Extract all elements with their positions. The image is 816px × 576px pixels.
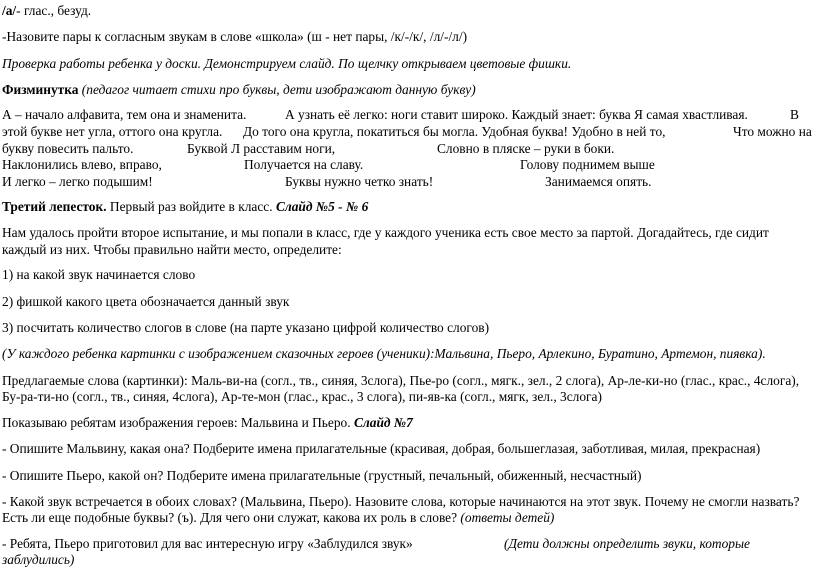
vowel-desc: - глас., безуд.	[16, 3, 92, 18]
question-line: - Какой звук встречается в обоих словах? (Мальвина, Пьеро). Назовите слова, которые начинаются на этот звук. Почему не смогли назвать?	[2, 494, 800, 509]
show-heroes-text: Показываю ребятам изображения героев: Мальвина и Пьеро.	[2, 415, 354, 430]
slide-ref: Слайд №5 - № 6	[275, 199, 369, 214]
fizminutka-title: Физминутка	[2, 82, 79, 97]
third-petal-text: Первый раз войдите в класс.	[106, 199, 276, 214]
task-item: 1) на какой звук начинается слово	[2, 267, 196, 282]
poem-line: И легко – легко подышим!	[2, 174, 153, 189]
vowel-label: /а/	[2, 3, 17, 18]
children-note: (У каждого ребенка картинки с изображением сказочных героев (ученики):Мальвина, Пьеро, Арлекино, Буратино, Артемон, пиявка).	[2, 346, 766, 361]
task-item: 3) посчитать количество слогов в слове (на парте указано цифрой количество слогов)	[2, 320, 490, 335]
pairs-question: -Назовите пары к согласным звукам в слове «школа» (ш - нет пары, /к/-/к/, /л/-/л/)	[2, 29, 468, 44]
question-text: Есть ли еще подобные буквы? (ъ). Для чего они служат, какова их роль в слове?	[2, 510, 461, 525]
poem-line: Буквой Л расставим ноги,	[187, 141, 336, 156]
question-line: - Опишите Пьеро, какой он? Подберите имена прилагательные (грустный, печальный, обиженный, несчастный)	[2, 468, 642, 483]
poem-line: Словно в пляске – руки в боки.	[437, 141, 615, 156]
line-vowel-a	[2, 2, 91, 19]
poem-line: В	[790, 107, 799, 122]
check-note: Проверка работы ребенка у доски. Демонстрируем слайд. По щелчку открываем цветовые фишки.	[2, 56, 572, 71]
question-line: - Опишите Мальвину, какая она? Подберите имена прилагательные (красивая, добрая, большеглазая, заботливая, милая, прекрасная)	[2, 441, 761, 456]
third-petal-title: Третий лепесток.	[2, 199, 107, 214]
paragraph-line: каждый из них. Чтобы правильно найти место, определите:	[2, 242, 342, 257]
third-petal-heading	[2, 198, 368, 215]
question-line	[2, 509, 554, 526]
task-item: 2) фишкой какого цвета обозначается данный звук	[2, 294, 290, 309]
poem-line: Голову поднимем выше	[520, 157, 655, 172]
poem-line: А узнать её легко: ноги ставит широко. Каждый знает: буква Я самая хвастливая.	[285, 107, 748, 122]
poem-line: Буквы нужно четко знать!	[285, 174, 434, 189]
poem-line: Что можно на	[733, 124, 812, 139]
poem-line: Наклонились влево, вправо,	[2, 157, 162, 172]
poem-line: букву повесить пальто.	[2, 141, 134, 156]
poem-line: этой букве нет угла, оттого она кругла.	[2, 124, 223, 139]
game-line: - Ребята, Пьеро приготовил для вас интересную игру «Заблудился звук»	[2, 536, 413, 551]
answer-note: (ответы детей)	[460, 510, 555, 525]
poem-line: Получается на славу.	[244, 157, 364, 172]
game-note-cont: заблудились)	[2, 552, 75, 567]
paragraph-line: Предлагаемые слова (картинки): Маль-ви-на (согл., тв., синяя, 3слога), Пье-ро (согл., мягк., зел., 2 слога), Ар-ле-ки-но (глас., крас., 4слога),	[2, 373, 800, 388]
slide-ref: Слайд №7	[353, 415, 413, 430]
poem-line: Занимаемся опять.	[545, 174, 652, 189]
poem-line: До того она кругла, покатиться бы могла. Удобная буква! Удобно в ней то,	[243, 124, 666, 139]
paragraph-line: Нам удалось пройти второе испытание, и мы попали в класс, где у каждого ученика есть свое место за партой. Догадайтесь, где сидит	[2, 225, 769, 240]
fizminutka-note: (педагог читает стихи про буквы, дети изображают данную букву)	[78, 82, 476, 97]
fizminutka-heading	[2, 81, 476, 98]
poem-line: А – начало алфавита, тем она и знаменита.	[2, 107, 247, 122]
game-note: (Дети должны определить звуки, которые	[504, 536, 750, 551]
show-heroes-line	[2, 414, 413, 431]
paragraph-line: Бу-ра-ти-но (согл., тв., синяя, 4слога), Ар-те-мон (глас., крас., 3 слога), пи-яв-ка (согл., мягк, зел., 3слога)	[2, 389, 602, 404]
